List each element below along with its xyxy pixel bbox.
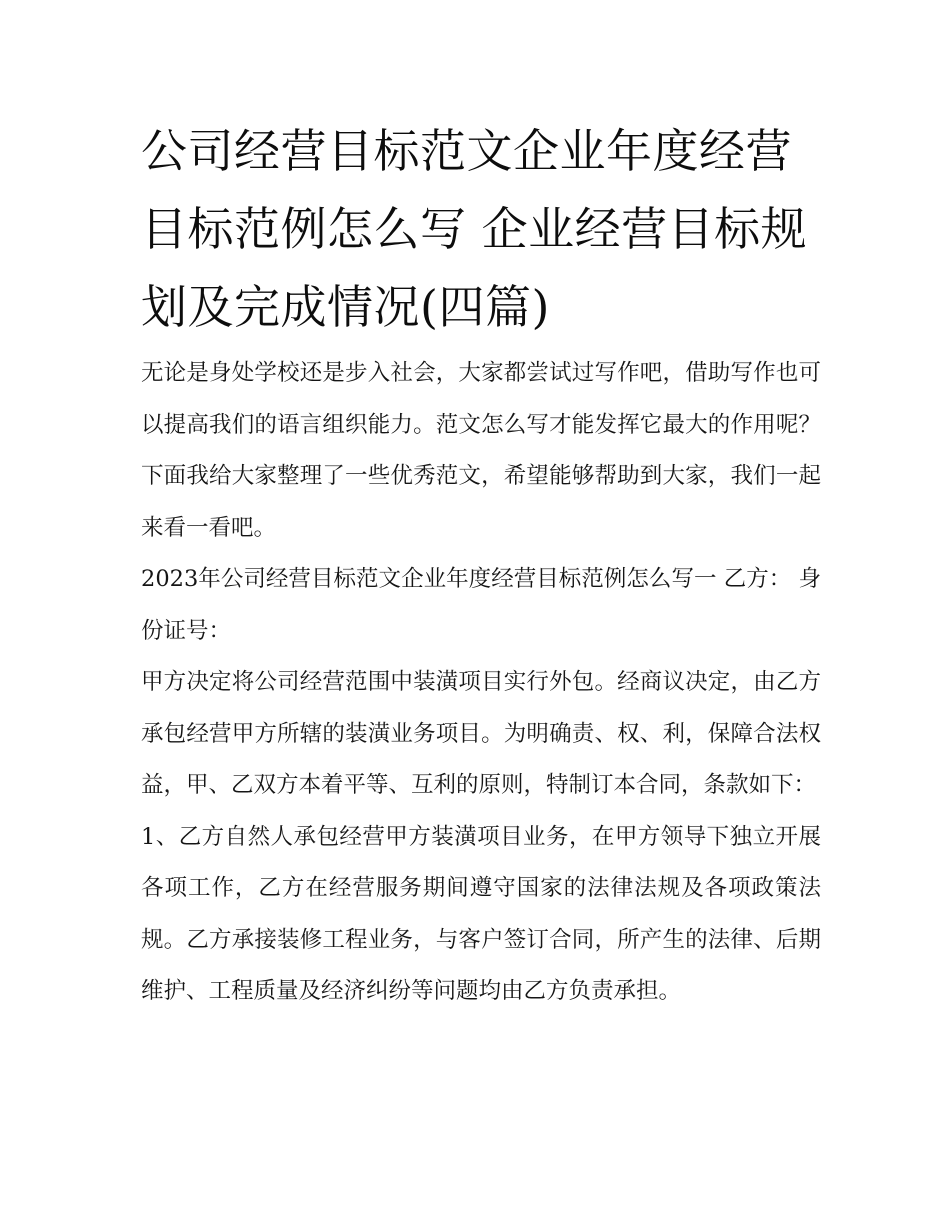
section-heading-paragraph: 2023年公司经营目标范文企业年度经营目标范例怎么写一 乙方： 身份证号：	[141, 566, 821, 644]
document-body	[141, 112, 821, 1018]
document-title: 公司经营目标范文企业年度经营目标范例怎么写 企业经营目标规划及完成情况(四篇)	[141, 124, 808, 334]
clause-1-paragraph: 1、乙方自然人承包经营甲方装潢项目业务，在甲方领导下独立开展各项工作，乙方在经营服务期间遵守国家的法律法规及各项政策法规。乙方承接装修工程业务，与客户签订合同，所产生的法律、后期维护、工程质量及经济纠纷等问题均由乙方负责承担。	[141, 823, 821, 1004]
intro-paragraph: 无论是身处学校还是步入社会，大家都尝试过写作吧，借助写作也可以提高我们的语言组织能力。范文怎么写才能发挥它最大的作用呢？下面我给大家整理了一些优秀范文，希望能够帮助到大家，我们一起来看一看吧。	[141, 360, 821, 541]
contract-preamble-paragraph: 甲方决定将公司经营范围中装潢项目实行外包。经商议决定，由乙方承包经营甲方所辖的装潢业务项目。为明确责、权、利，保障合法权益，甲、乙双方本着平等、互利的原则，特制订本合同，条款如下：	[141, 669, 821, 798]
